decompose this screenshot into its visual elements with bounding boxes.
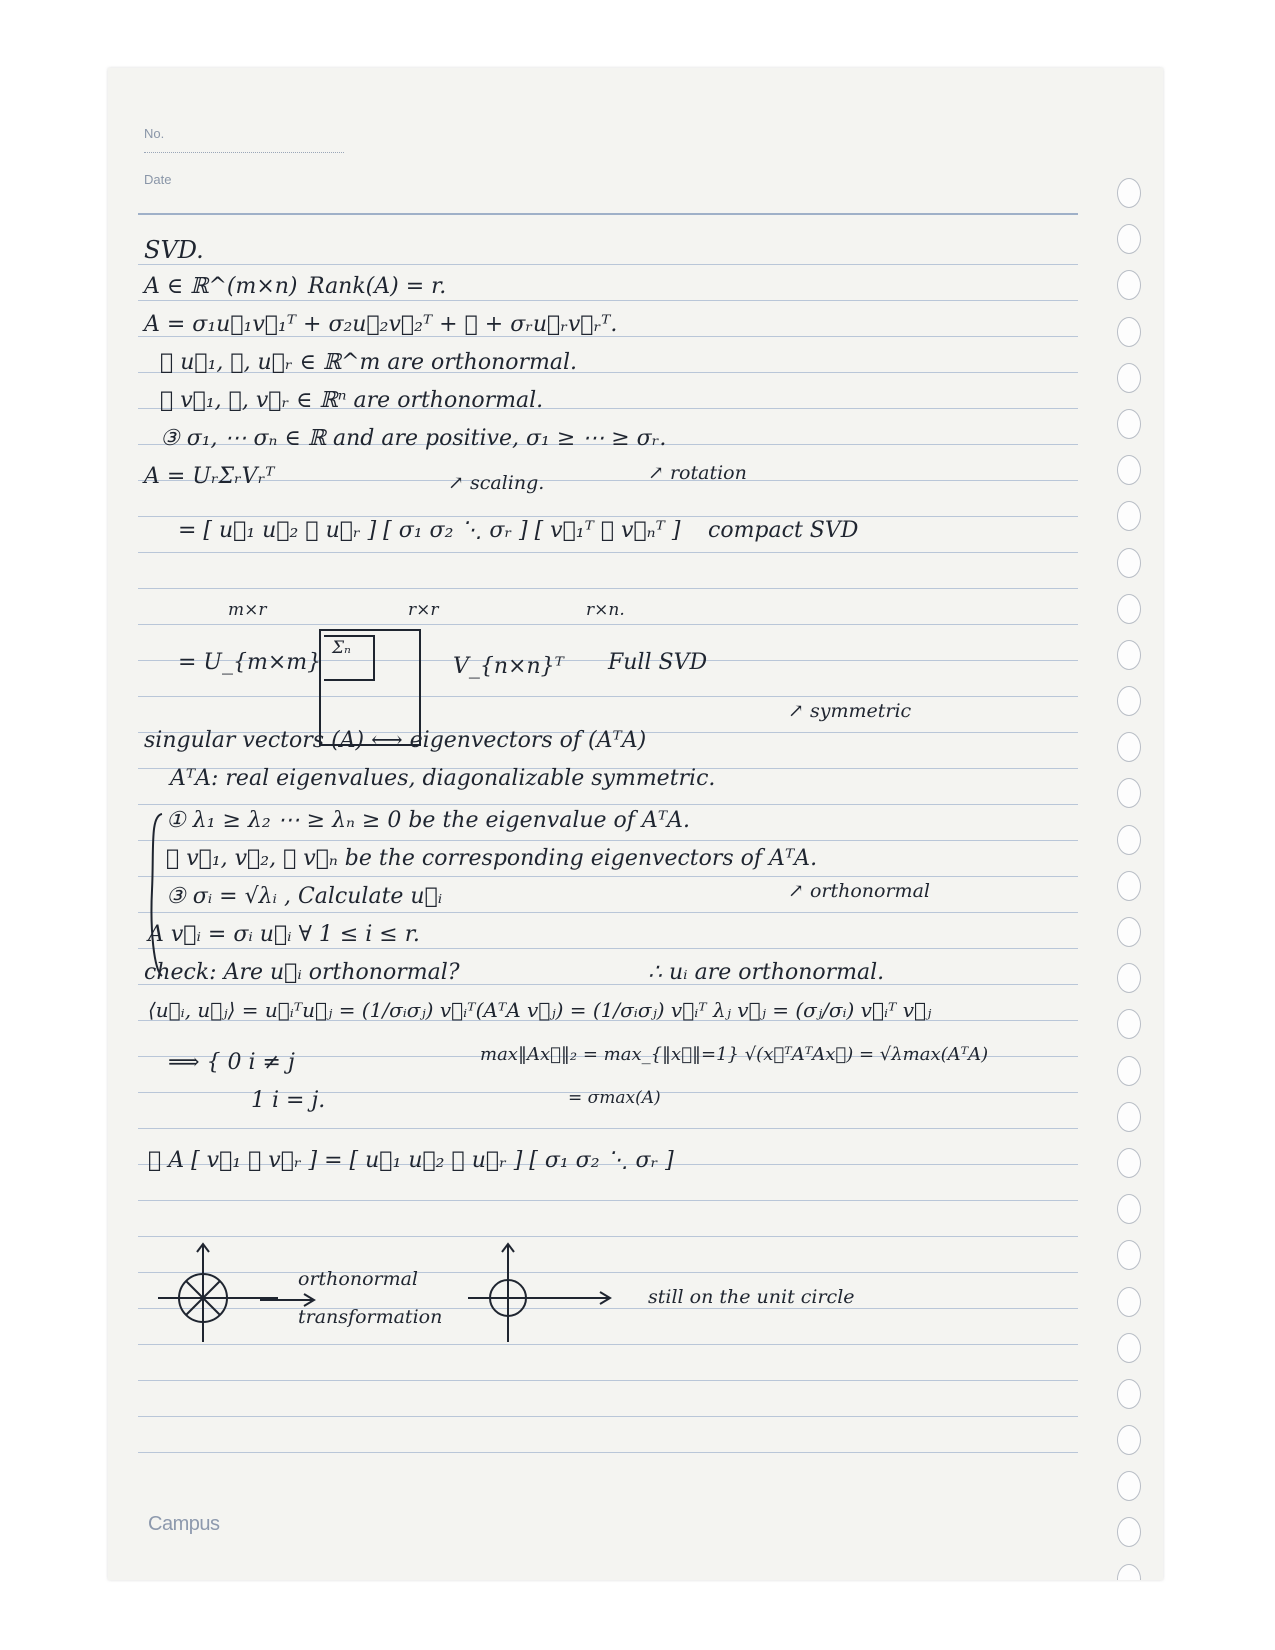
line-rank: Rank(A) = r. (308, 274, 447, 299)
line-max-norm: max‖Ax⃗‖₂ = max_{‖x⃗‖=1} √(x⃗ᵀAᵀAx⃗) = √λmax(AᵀA) (480, 1044, 989, 1065)
note-symmetric: ↗ symmetric (788, 700, 912, 722)
line-compact-matrices: = [ u⃗₁ u⃗₂ ⋯ u⃗ᵣ ] [ σ₁ σ₂ ⋱ σᵣ ] [ v⃗₁ᵀ ⋮ v⃗ₙᵀ ] (178, 518, 681, 543)
note-orthonormal: ↗ orthonormal (788, 880, 930, 902)
line-sigma-positive: ③ σ₁, ⋯ σₙ ∈ ℝ and are positive, σ₁ ≥ ⋯ ≥ σᵣ. (160, 426, 667, 451)
notebook-page (108, 68, 1163, 1580)
line-u-orthonormal: ① u⃗₁, ⋯, u⃗ᵣ ∈ ℝ^m are orthonormal. (160, 350, 578, 375)
no-line (144, 152, 344, 153)
line-sigma-sqrt: ③ σᵢ = √λᵢ , Calculate u⃗ᵢ (166, 884, 443, 909)
line-eigenvalues: ① λ₁ ≥ λ₂ ⋯ ≥ λₙ ≥ 0 be the eigenvalue of AᵀA. (166, 808, 690, 833)
notes-title: SVD. (144, 236, 204, 264)
line-expansion: A = σ₁u⃗₁v⃗₁ᵀ + σ₂u⃗₂v⃗₂ᵀ + ⋯ + σᵣu⃗ᵣv⃗ᵣᵀ. (144, 312, 618, 337)
line-full-v: V_{n×n}ᵀ (453, 654, 564, 679)
line-check: check: Are u⃗ᵢ orthonormal? (144, 960, 460, 985)
line-sigma-max: = σmax(A) (568, 1088, 661, 1108)
sigma-n-label: Σₙ (332, 638, 351, 658)
note-scaling: ↗ scaling. (448, 472, 545, 494)
dim-r-by-n: r×n. (586, 600, 625, 620)
label-orthonormal: orthonormal (298, 1268, 419, 1290)
line-singular-eigen: singular vectors (A) ⟷ eigenvectors of (AᵀA) (144, 728, 647, 753)
label-compact-svd: compact SVD (708, 518, 859, 543)
dim-r-by-r: r×r (408, 600, 439, 620)
line-conclusion: ∴ uᵢ are orthonormal. (648, 960, 885, 985)
line-full-u: = U_{m×m} (178, 650, 322, 675)
left-brace-sketch (144, 810, 166, 980)
unit-circle-sketch-after (458, 1238, 618, 1348)
binder-holes (1117, 178, 1153, 1580)
line-inner-product: ⟨u⃗ᵢ, u⃗ⱼ⟩ = u⃗ᵢᵀu⃗ⱼ = (1/σᵢσⱼ) v⃗ᵢᵀ(AᵀA v⃗ⱼ) = (1/σᵢσⱼ) v⃗ᵢᵀ λⱼ v⃗ⱼ = (σⱼ/σᵢ) v⃗ᵢᵀ v⃗ⱼ (148, 998, 932, 1022)
no-label: No. (144, 126, 165, 141)
line-av-su: A v⃗ᵢ = σᵢ u⃗ᵢ ∀ 1 ≤ i ≤ r. (148, 922, 420, 947)
dim-m-by-r: m×r (228, 600, 267, 620)
label-transformation: transformation (298, 1306, 443, 1328)
date-line (138, 213, 1078, 215)
note-rotation: ↗ rotation (648, 462, 747, 484)
line-case-one: 1 i = j. (251, 1088, 326, 1113)
label-full-svd: Full SVD (608, 650, 708, 675)
date-label: Date (144, 172, 172, 187)
line-eigenvectors: ② v⃗₁, v⃗₂, ⋯ v⃗ₙ be the corresponding eigenvectors of AᵀA. (166, 846, 818, 871)
line-domain: A ∈ ℝ^(m×n) (144, 274, 298, 299)
line-reduced-form: A = UᵣΣᵣVᵣᵀ (144, 464, 275, 489)
line-case-zero: ⟹ { 0 i ≠ j (168, 1050, 295, 1075)
line-v-orthonormal: ② v⃗₁, ⋯, v⃗ᵣ ∈ ℝⁿ are orthonormal. (160, 388, 544, 413)
label-still-on-unit-circle: still on the unit circle (648, 1286, 855, 1308)
brand-logo: Campus (148, 1513, 220, 1535)
line-ata-properties: AᵀA: real eigenvalues, diagonalizable symmetric. (170, 766, 716, 791)
line-matrix-form: ④ A [ v⃗₁ ⋯ v⃗ᵣ ] = [ u⃗₁ u⃗₂ ⋯ u⃗ᵣ ] [ σ₁ σ₂ ⋱ σᵣ ] (148, 1148, 674, 1173)
